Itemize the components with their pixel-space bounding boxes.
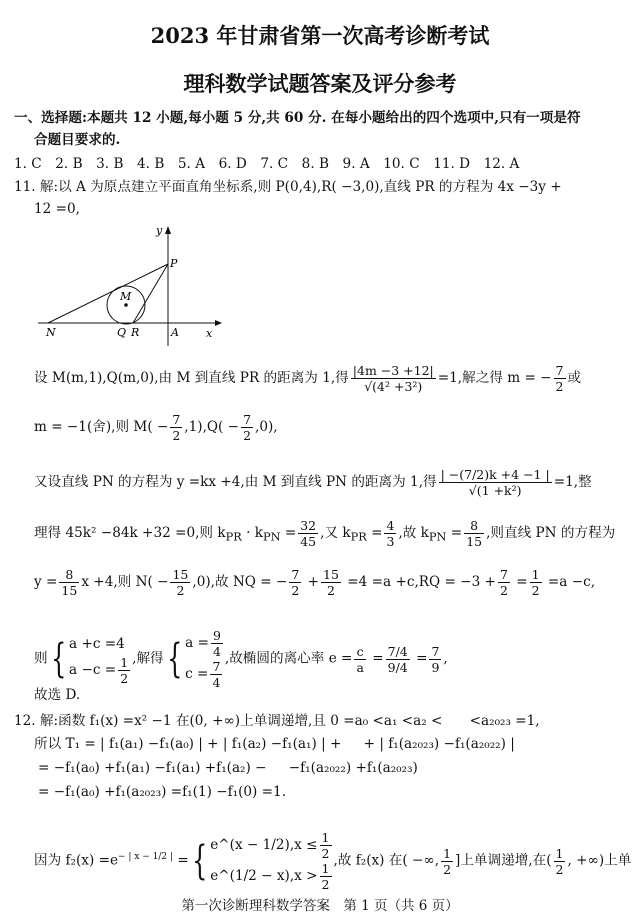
q11-figure [30,222,230,352]
q11-line-6: 则{ a +c =4 a −c = $\frac{1}{2}$ ,解得{ a = $\frac{9}{4}$ c = $\frac{7}{4}$ ,故椭圆的离心率 e = $\frac{c}{a}$ = $\frac{7/4}{9/4}$ = $\frac{7}{9}$ , [34,628,448,690]
label-y: y [156,224,163,237]
q12-line-3: = −f₁(a₀) +f₁(a₁) −f₁(a₁) +f₁(a₂) − −f₁(a₂₀₂₂) +f₁(a₂₀₂₃) [38,760,418,776]
label-q: Q [117,326,127,339]
q11-line-3: 又设直线 PN 的方程为 y =kx +4,由 M 到直线 PN 的距离为 1,得 $\frac{| -(7/2)k +4 -1 |}{\text{√(1 +k²)}}$ =1,整 [34,467,592,498]
page-footer: 第一次诊断理科数学答案 第 1 页（共 6 页） [181,898,459,914]
label-p: P [170,257,178,270]
section-1-heading-cont: 合题目要求的. [34,132,121,148]
q12-line-1: 12. 解:函数 f₁(x) =x² −1 在(0, +∞)上单调递增,且 0 =a₀ <a₁ <a₂ < <a₂₀₂₃ =1, [14,713,540,729]
answer-title: 理科数学试题答案及评分参考 [183,71,457,96]
label-m: M [120,290,132,303]
label-r: R [131,326,140,339]
label-a: A [171,326,179,339]
exam-title: 2023 年甘肃省第一次高考诊断考试 [150,23,490,48]
q11-line-2: m = −1(舍),则 M( − $\frac{7}{2}$ ,1),Q( − $\frac{7}{2}$ ,0), [34,412,278,443]
q12-line-2: 所以 T₁ = | f₁(a₁) −f₁(a₀) | + | f₁(a₂) −f₁(a₁) | + + | f₁(a₂₀₂₃) −f₁(a₂₀₂₂) | [34,736,515,752]
q11-intro: 11. 解:以 A 为原点建立平面直角坐标系,则 P(0,4),R( −3,0),直线 PR 的方程为 4x −3y + [14,179,562,195]
y-axis-arrow [165,226,171,234]
q11-line-5: y = $\frac{8}{15}$ x +4,则 N( − $\frac{15}{2}$ ,0),故 NQ = − $\frac{7}{2}$ + $\frac{15}{2}$ =4 =a +c,RQ = −3 + $\frac{7}{2}$ = $\frac{1}{2}$ =a −c, [34,567,596,598]
label-x: x [206,327,213,340]
label-n: N [46,326,56,339]
q11-intro-cont: 12 =0, [34,201,80,217]
q11-line-4: 理得 45k² −84k +32 =0,则 $k_{PR} \cdot k_{PN}$ = $\frac{32}{45}$ ,又 $k_{PR}$ = $\frac{4}{3}$ ,故 $k_{PN}$ = $\frac{8}{15}$ ,则直线 PN 的方程为 [34,518,616,549]
q12-line-5: 因为 $f_2(x) =e^{- | x - 1/2 |}$ ={ e^(x − 1/2),x ≤ $\frac{1}{2}$ e^(1/2 − x),x > $\frac{1}{2}$ ,故 f₂(x) 在( −∞, $\frac{1}{2}$ ]上单调递增,在( $\frac{1}{2}$ , +∞)上单 [34,830,632,892]
answer-key: 1. C 2. B 3. B 4. B 5. A 6. D 7. C 8. B 9. A 10. C 11. D 12. A [14,156,520,172]
x-axis-arrow [215,320,222,326]
q11-conclusion: 故选 D. [34,687,81,703]
pn-distance-fraction: $\frac{| -(7/2)k +4 -1 |}{\text{√(1 +k²)}}$ [440,467,550,498]
distance-fraction: $\frac{|4m -3 +12|}{\text{√(4² +3²)}}$ [352,363,434,394]
q12-line-4: = −f₁(a₀) +f₁(a₂₀₂₃) =f₁(1) −f₁(0) =1. [38,784,287,800]
section-1-heading: 一、选择题:本题共 12 小题,每小题 5 分,共 60 分. 在每小题给出的四个选项中,只有一项是符 [14,110,581,126]
q11-line-1: 设 M(m,1),Q(m,0),由 M 到直线 PR 的距离为 1,得 $\frac{|4m -3 +12|}{\text{√(4² +3²)}}$ =1,解之得 m = − $\frac{7}{2}$ 或 [34,363,582,394]
center-point [124,303,128,307]
